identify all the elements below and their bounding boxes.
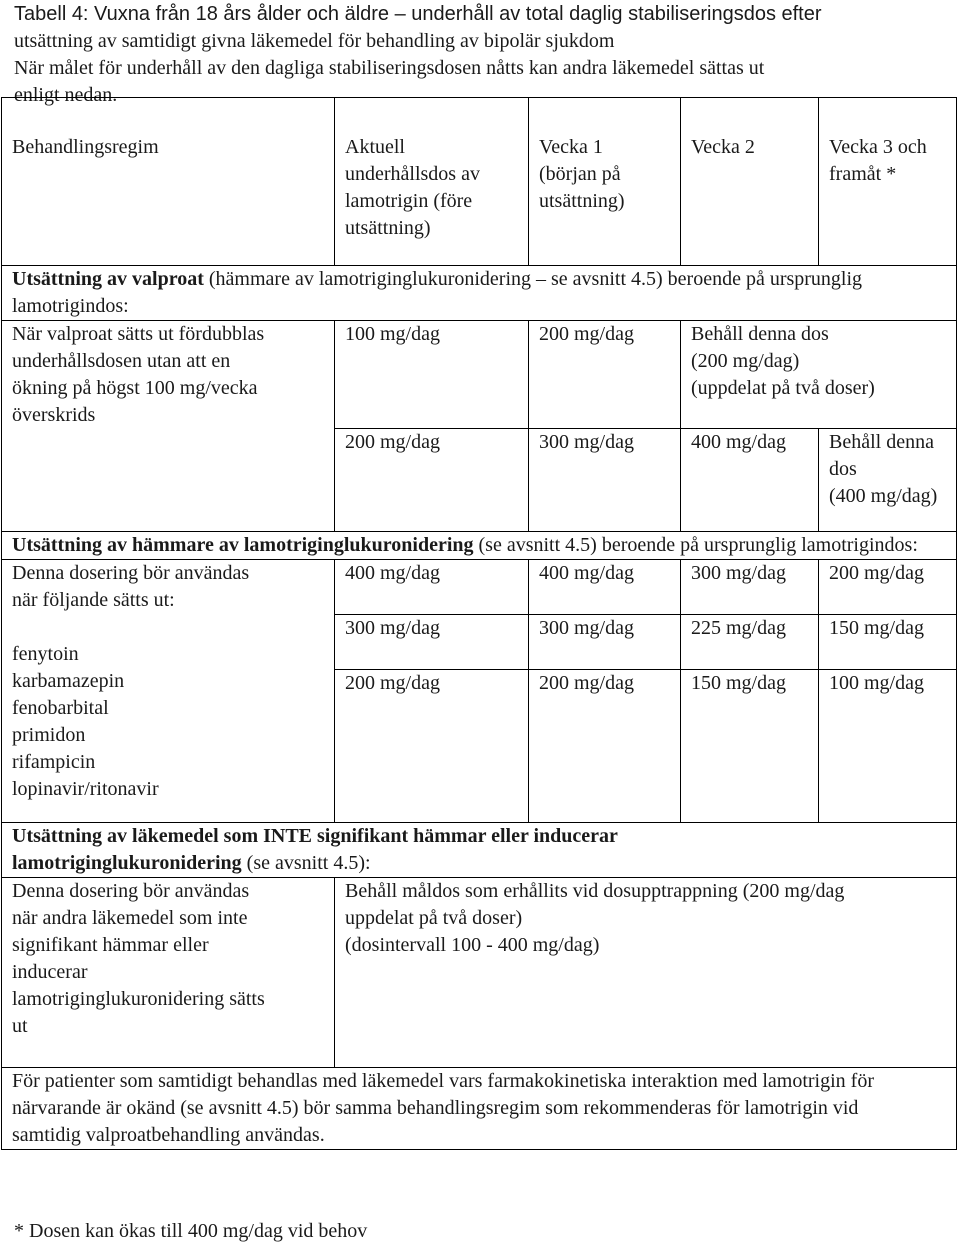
section-heading-bold: Utsättning av läkemedel som INTE signifikant hämmar eller inducerar lamotriginglukuronidering	[12, 825, 618, 874]
caption-title: Tabell 4: Vuxna från 18 års ålder och äldre – underhåll av total daglig stabiliseringsdos efter	[14, 3, 822, 25]
section-heading-bold: Utsättning av valproat	[12, 268, 204, 290]
section-heading-neutral	[2, 823, 957, 878]
dose-week-1: 400 mg/dag	[529, 560, 681, 615]
section-heading-text: (se avsnitt 4.5):	[241, 852, 371, 874]
dose-current: 300 mg/dag	[335, 615, 529, 670]
dose-current: 400 mg/dag	[335, 560, 529, 615]
regimen-valproate: När valproat sätts ut fördubblas underhållsdosen utan att en ökning på högst 100 mg/vecka överskrids	[2, 321, 335, 532]
dose-week-2: 300 mg/dag	[681, 560, 819, 615]
section-heading-row	[2, 823, 957, 878]
section-heading-bold: Utsättning av hämmare av lamotriginglukuronidering	[12, 534, 474, 556]
dose-current: 100 mg/dag	[335, 321, 529, 429]
table-caption	[14, 1, 944, 109]
header-treatment-regimen: Behandlingsregim	[2, 98, 335, 266]
section-heading-text: (hämmare av lamotriginglukuronidering – se avsnitt 4.5) beroende på ursprunglig lamotrigindos:	[12, 268, 863, 317]
dose-week-2: 400 mg/dag	[681, 429, 819, 532]
dose-week-1: 200 mg/dag	[529, 670, 681, 823]
table-header-row	[2, 98, 957, 266]
dosing-table	[1, 97, 957, 1150]
instruction-maintain-dose: Behåll måldos som erhållits vid dosupptrappning (200 mg/dag uppdelat på två doser) (dosintervall 100 - 400 mg/dag)	[335, 878, 957, 1068]
dose-week-3: Behåll denna dos (400 mg/dag)	[819, 429, 957, 532]
dose-week-3: 200 mg/dag	[819, 560, 957, 615]
section-heading-text: (se avsnitt 4.5) beroende på ursprunglig lamotrigindos:	[473, 534, 918, 556]
header-week-1: Vecka 1 (början på utsättning)	[529, 98, 681, 266]
dose-week-3: 150 mg/dag	[819, 615, 957, 670]
dose-week-1: 300 mg/dag	[529, 429, 681, 532]
header-week-2: Vecka 2	[681, 98, 819, 266]
regimen-neutral: Denna dosering bör användas när andra läkemedel som inte signifikant hämmar eller inducerar lamotriginglukuronidering sätts ut	[2, 878, 335, 1068]
dose-week-1: 300 mg/dag	[529, 615, 681, 670]
dose-week-2: 150 mg/dag	[681, 670, 819, 823]
dose-week-3: 100 mg/dag	[819, 670, 957, 823]
header-current-dose: Aktuell underhållsdos av lamotrigin (före utsättning)	[335, 98, 529, 266]
caption-subtitle: utsättning av samtidigt givna läkemedel för behandling av bipolär sjukdom	[14, 30, 615, 52]
table-row	[2, 560, 957, 615]
section-heading-row	[2, 266, 957, 321]
dose-week-1: 200 mg/dag	[529, 321, 681, 429]
header-week-3: Vecka 3 och framåt *	[819, 98, 957, 266]
dose-week-2-onward: Behåll denna dos (200 mg/dag) (uppdelat på två doser)	[681, 321, 957, 429]
caption-text: När målet för underhåll av den dagliga stabiliseringsdosen nåtts kan andra läkemedel sättas ut	[14, 57, 765, 79]
table-note: För patienter som samtidigt behandlas med läkemedel vars farmakokinetiska interaktion med lamotrigin för närvarande är okänd (se avsnitt 4.5) bör samma behandlingsregim som rekommenderas för lamotrigin vid samtidig valproatbehandling användas.	[2, 1068, 957, 1150]
table-row	[2, 321, 957, 429]
footnote: * Dosen kan ökas till 400 mg/dag vid behov	[14, 1220, 368, 1242]
section-heading-row	[2, 532, 957, 560]
regimen-inhibitors: Denna dosering bör användas när följande sätts ut: fenytoin karbamazepin fenobarbital primidon rifampicin lopinavir/ritonavir	[2, 560, 335, 823]
table-row	[2, 878, 957, 1068]
caption-text-end: enligt nedan.	[14, 84, 118, 106]
dose-current: 200 mg/dag	[335, 429, 529, 532]
section-heading-inhibitors	[2, 532, 957, 560]
section-heading-valproate	[2, 266, 957, 321]
dose-week-2: 225 mg/dag	[681, 615, 819, 670]
table-row	[2, 1068, 957, 1150]
dose-current: 200 mg/dag	[335, 670, 529, 823]
